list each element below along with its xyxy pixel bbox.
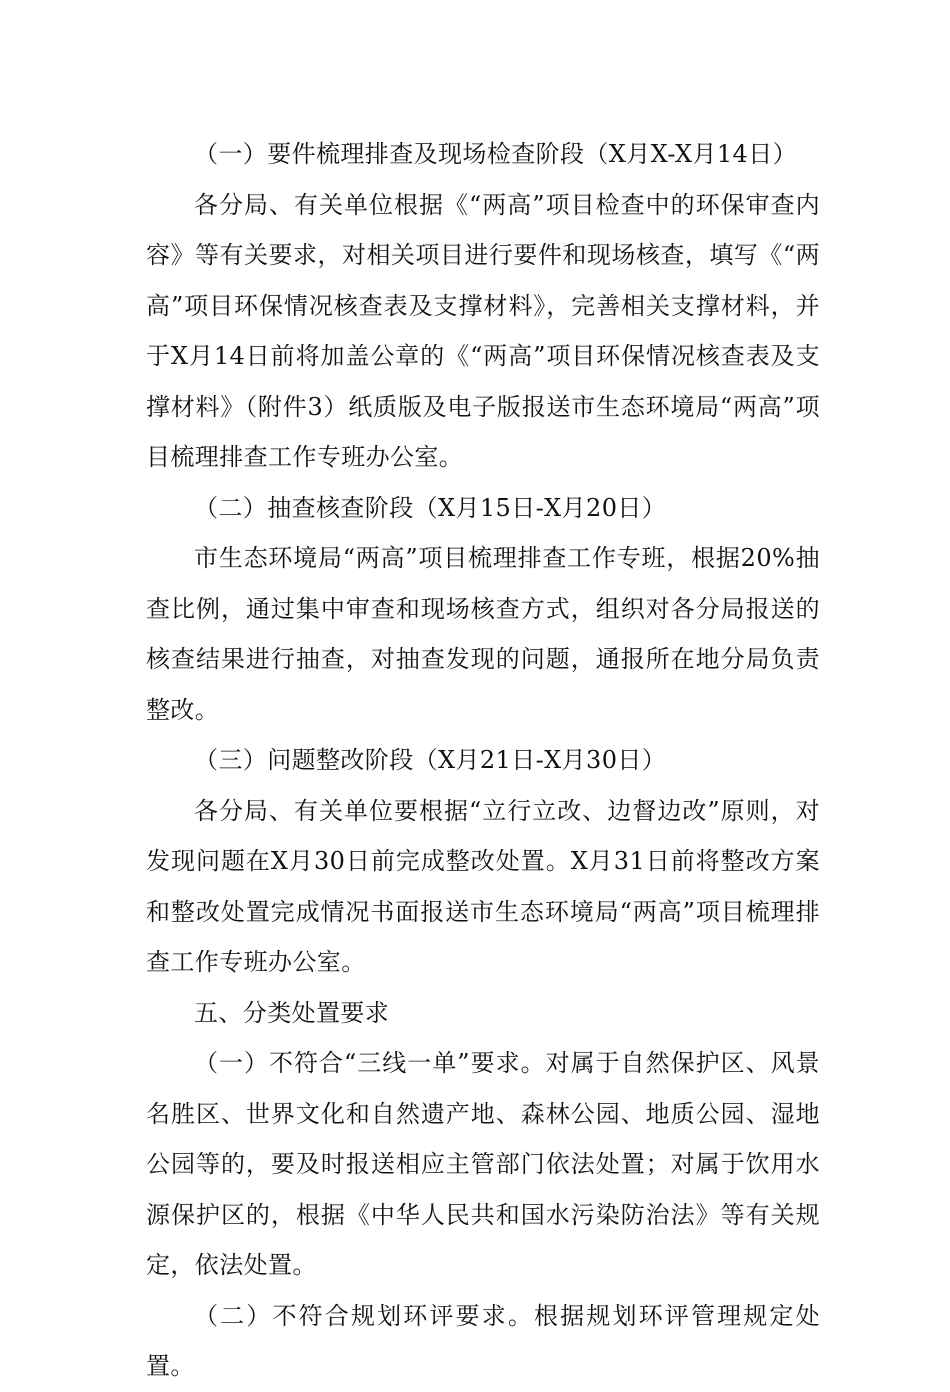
requirement-one: （一）不符合“三线一单”要求。对属于自然保护区、风景名胜区、世界文化和自然遗产地、森林公园、地质公园、湿地公园等的，要及时报送相应主管部门依法处置；对属于饮用水源保护区的，根据《中华人民共和国水污染防治法》等有关规定，依法处置。 <box>146 1049 820 1279</box>
document-page <box>146 129 820 1392</box>
stage-one-body: 各分局、有关单位根据《“两高”项目检查中的环保审查内容》等有关要求，对相关项目进行要件和现场核查，填写《“两高”项目环保情况核查表及支撑材料》，完善相关支撑材料，并于X月14日前将加盖公章的《“两高”项目环保情况核查表及支撑材料》（附件3）纸质版及电子版报送市生态环境局“两高”项目梳理排查工作专班办公室。 <box>146 190 820 471</box>
stage-two-heading: （二）抽查核查阶段（X月15日-X月20日） <box>194 493 667 522</box>
stage-three-body: 各分局、有关单位要根据“立行立改、边督边改”原则，对发现问题在X月30日前完成整改处置。X月31日前将整改方案和整改处置完成情况书面报送市生态环境局“两高”项目梳理排查工作专班办公室。 <box>146 796 820 976</box>
stage-two-body: 市生态环境局“两高”项目梳理排查工作专班，根据20%抽查比例，通过集中审查和现场核查方式，组织对各分局报送的核查结果进行抽查，对抽查发现的问题，通报所在地分局负责整改。 <box>146 544 820 724</box>
stage-one-heading: （一）要件梳理排查及现场检查阶段（X月X-X月14日） <box>194 140 797 168</box>
requirement-two: （二）不符合规划环评要求。根据规划环评管理规定处置。 <box>146 1301 820 1380</box>
section-five-heading: 五、分类处置要求 <box>194 998 390 1027</box>
stage-three-heading: （三）问题整改阶段（X月21日-X月30日） <box>194 746 667 774</box>
